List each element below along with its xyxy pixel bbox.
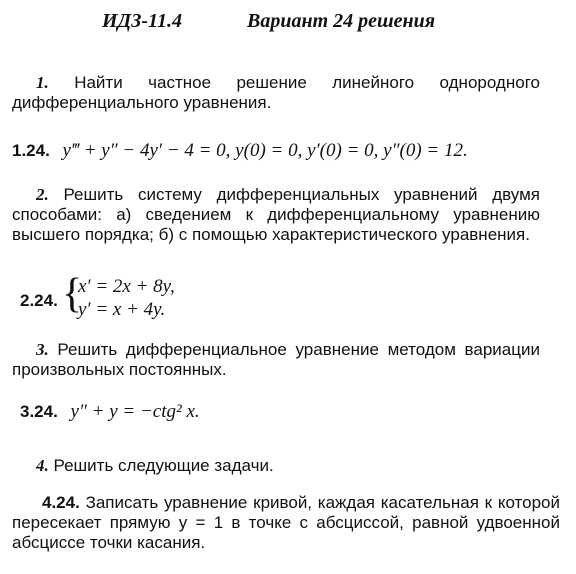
system-brace: { (62, 271, 83, 317)
task3-statement (12, 340, 540, 380)
task3-number: 3. (36, 340, 49, 359)
task1-equation: y‴ + y″ − 4y′ − 4 = 0, y(0) = 0, y′(0) = 0, y″(0) = 12. (62, 140, 468, 161)
task1-text: Найти частное решение линейного однородного дифференциального уравнения. (12, 73, 540, 112)
task4-statement (12, 456, 540, 476)
task1-statement (12, 73, 540, 113)
task4-problem (12, 493, 560, 553)
task3-equation: y″ + y = −ctg² x. (70, 401, 200, 422)
system-equation-2: y′ = x + 4y. (78, 299, 166, 320)
task1-label: 1.24. (12, 141, 50, 160)
task1-equation-line (12, 141, 572, 161)
task3-label: 3.24. (20, 402, 58, 421)
assignment-title: ИДЗ-11.4 (102, 10, 182, 32)
task4-text: Решить следующие задачи. (53, 456, 274, 475)
task3-equation-line (20, 402, 420, 422)
task2-text: Решить систему дифференциальных уравнений двумя способами: а) сведением к дифференциальному уравнению высшего порядка; б) с помощью характеристического уравнения. (12, 185, 540, 244)
task4-number: 4. (36, 456, 49, 475)
system-equation-1: x′ = 2x + 8y, (78, 276, 175, 297)
task3-text: Решить дифференциальное уравнение методом вариации произвольных постоянных. (12, 340, 540, 379)
task2-number: 2. (36, 185, 49, 204)
task1-number: 1. (36, 73, 49, 92)
task2-label: 2.24. (20, 291, 58, 310)
document-header (0, 8, 576, 36)
task4-label: 4.24. (42, 493, 80, 512)
variant-title: Вариант 24 решения (247, 10, 436, 32)
task2-statement (12, 185, 540, 245)
task4-problem-text: Записать уравнение кривой, каждая касательная к которой пересекает прямую y = 1 в точке с абсциссой, равной удвоенной абсциссе точки касания. (12, 493, 560, 552)
